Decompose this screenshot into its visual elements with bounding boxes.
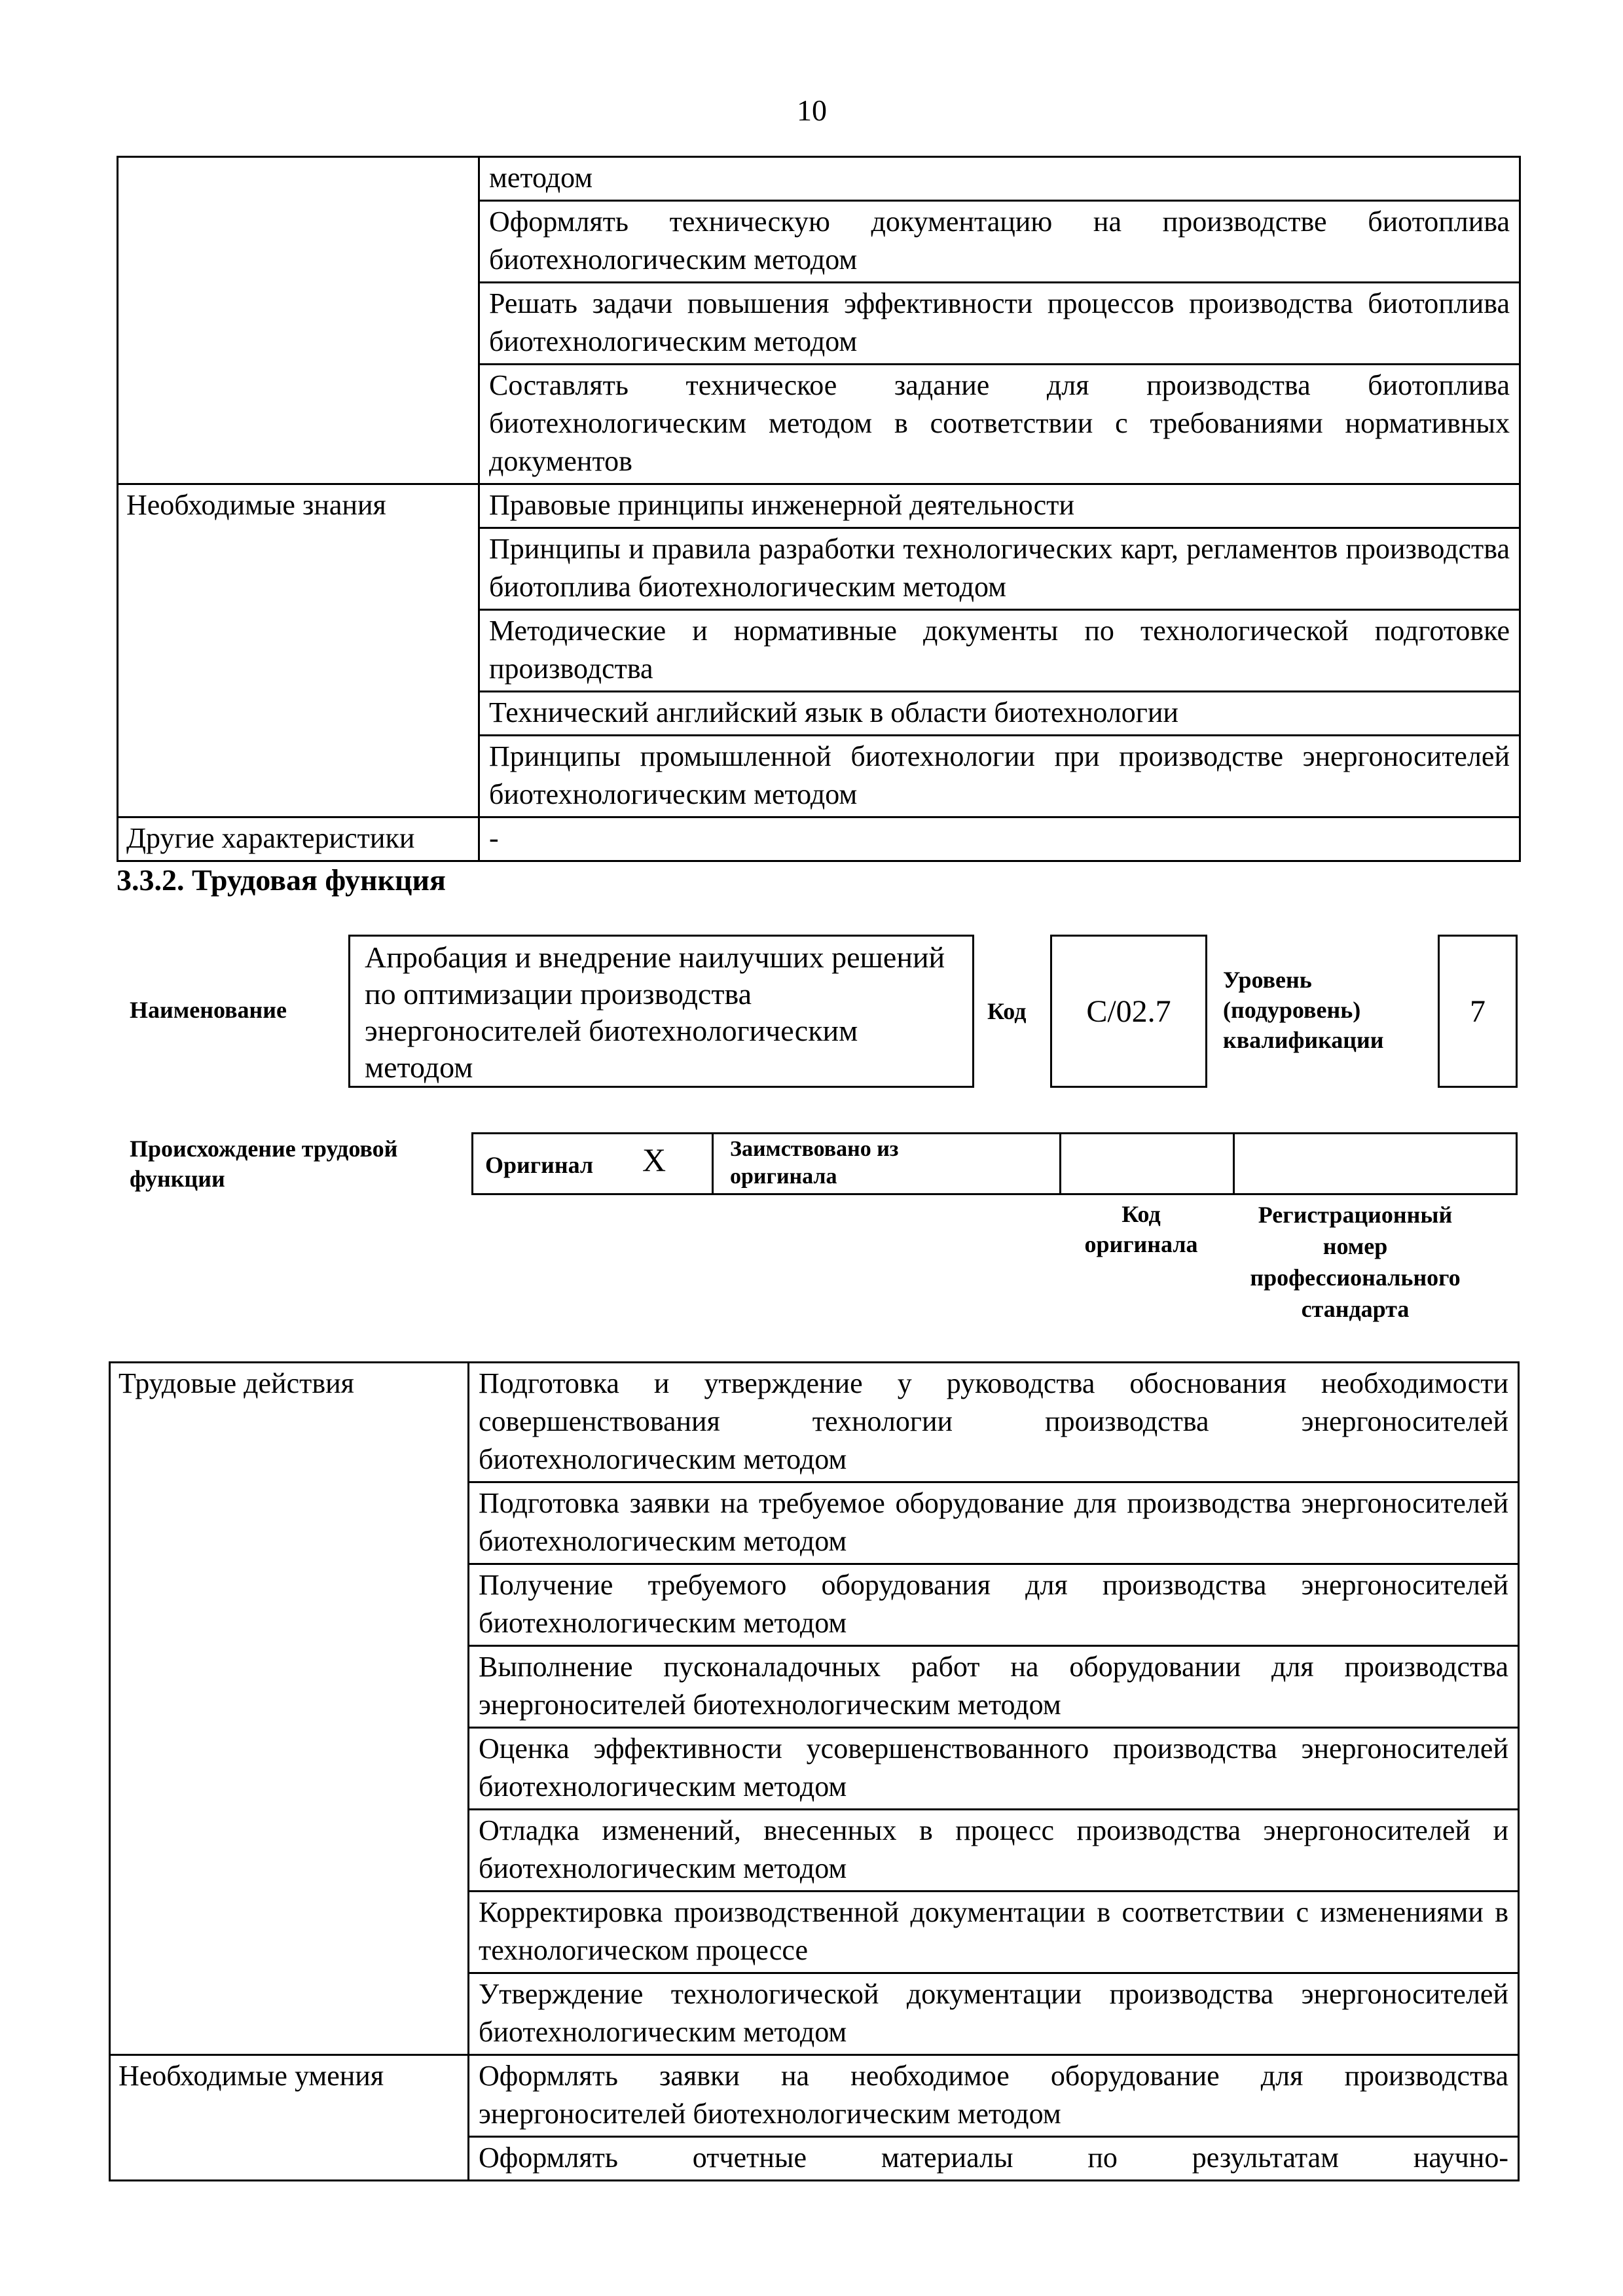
origin-label: Происхождение трудовой функции [130,1136,398,1192]
code-label: Код [987,998,1027,1024]
reg-number-caption: Регистрационный номер профессионального стандарта [1250,1202,1461,1322]
labor-actions-table [109,1361,1520,2181]
table-cell: Отладка изменений, внесенных в процесс производства энергоносителей и биотехнологическим методом [469,1810,1519,1892]
table-cell: Оценка эффективности усовершенствованного производства энергоносителей биотехнологическим методом [469,1728,1519,1810]
table-cell: Принципы и правила разработки технологических карт, регламентов производства биотоплива биотехнологическим методом [479,528,1520,610]
row-label [118,157,479,484]
original-mark: X [642,1141,666,1178]
code-original-caption: Код оригинала [1084,1201,1198,1257]
table-cell: Выполнение пусконаладочных работ на оборудовании для производства энергоносителей биотехнологическим методом [469,1646,1519,1728]
table-cell: Принципы промышленной биотехнологии при производстве энергоносителей биотехнологическим методом [479,736,1520,817]
table-cell: Оформлять техническую документацию на производстве биотоплива биотехнологическим методом [479,201,1520,283]
page-number: 10 [797,94,827,127]
table-cell: методом [479,157,1520,201]
borrowed-label: Заимствовано из оригинала [730,1137,899,1189]
divider [712,1134,714,1193]
table-cell: Методические и нормативные документы по технологической подготовке производства [479,610,1520,692]
table-cell: Оформлять заявки на необходимое оборудование для производства энергоносителей биотехнологическим методом [469,2055,1519,2137]
table-cell: Корректировка производственной документации в соответствии с изменениями в технологическом процессе [469,1892,1519,1973]
divider [1233,1134,1235,1193]
table-cell: Правовые принципы инженерной деятельности [479,484,1520,528]
row-label: Другие характеристики [118,817,479,861]
row-label: Необходимые знания [118,484,479,817]
row-label: Трудовые действия [110,1363,469,2055]
table-cell: Получение требуемого оборудования для производства энергоносителей биотехнологическим методом [469,1564,1519,1646]
table-cell: Подготовка заявки на требуемое оборудование для производства энергоносителей биотехнологическим методом [469,1482,1519,1564]
row-label: Необходимые умения [110,2055,469,2181]
level-label: Уровень (подуровень) квалификации [1223,967,1384,1053]
table-cell: Оформлять отчетные материалы по результатам научно- [469,2137,1519,2181]
table-row [110,2055,1519,2137]
level-value-box: 7 [1438,935,1518,1088]
table-row [118,817,1520,861]
table-cell: Подготовка и утверждение у руководства обоснования необходимости совершенствования технологии производства энергоносителей биотехнологическим методом [469,1363,1519,1482]
name-label: Наименование [130,997,287,1023]
code-value-box: С/02.7 [1050,935,1207,1088]
table-cell: Составлять техническое задание для производства биотоплива биотехнологическим методом в соответствии с требованиями нормативных документов [479,365,1520,484]
table-cell: Технический английский язык в области биотехнологии [479,692,1520,736]
table-row [118,484,1520,528]
section-title: 3.3.2. Трудовая функция [117,863,446,897]
divider [1059,1134,1061,1193]
table-row [110,1363,1519,1482]
top-requirements-table [117,156,1521,862]
table-row [118,157,1520,201]
original-label: Оригинал [485,1152,594,1178]
table-cell: Утверждение технологической документации производства энергоносителей биотехнологическим методом [469,1973,1519,2055]
table-cell: - [479,817,1520,861]
function-name-box: Апробация и внедрение наилучших решений по оптимизации производства энергоносителей биотехнологическим методом [348,935,974,1088]
table-cell: Решать задачи повышения эффективности процессов производства биотоплива биотехнологическим методом [479,283,1520,365]
origin-table [471,1132,1518,1195]
